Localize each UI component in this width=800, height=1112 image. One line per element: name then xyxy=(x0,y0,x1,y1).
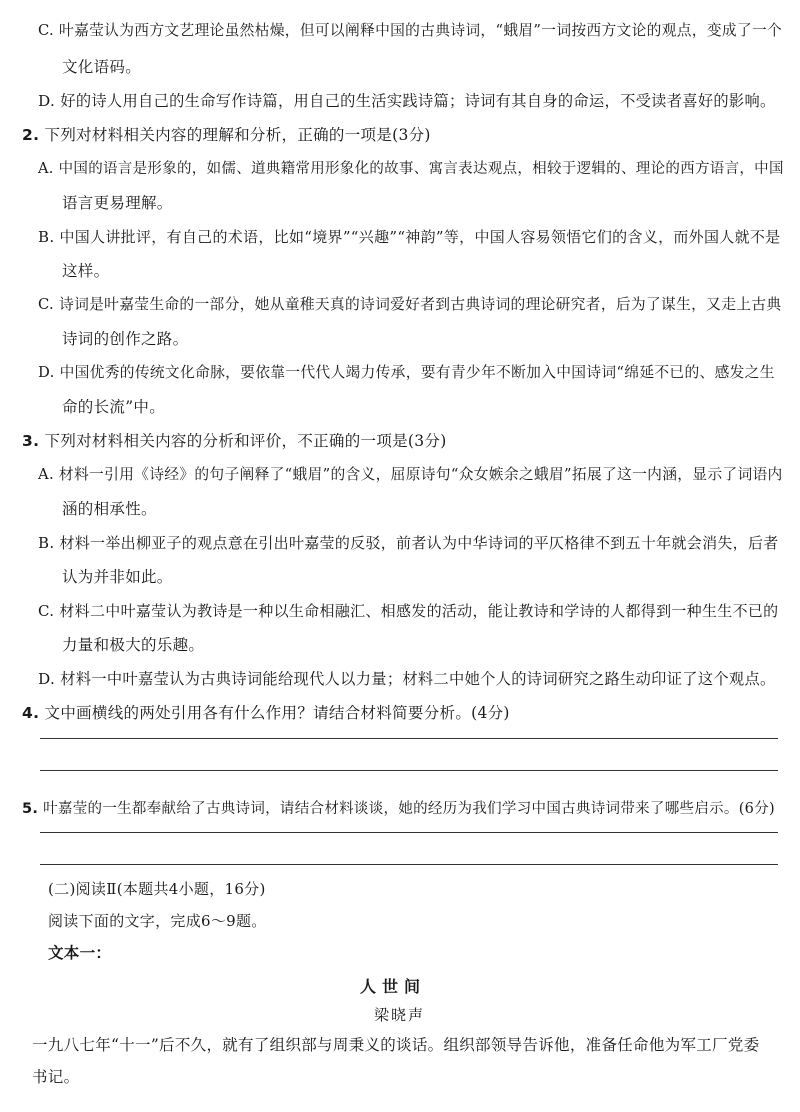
story-author: 梁晓声 xyxy=(374,1006,426,1024)
q2-stem: 下列对材料相关内容的理解和分析，正确的一项是(3分) xyxy=(44,126,431,144)
q3-option-b-line2: 认为并非如此。 xyxy=(62,568,173,586)
q3-option-b-line1: B. 材料一举出柳亚子的观点意在引出叶嘉莹的反驳，前者认为中华诗词的平仄格律不到五十年就会消失，后者 xyxy=(38,534,779,552)
q5-stem: 叶嘉莹的一生都奉献给了古典诗词，请结合材料谈谈，她的经历为我们学习中国古典诗词带来了哪些启示。(6分) xyxy=(43,801,775,817)
q4-answer-line-2[interactable] xyxy=(40,770,778,771)
text-one-label: 文本一： xyxy=(48,944,112,962)
story-paragraph-line2: 书记。 xyxy=(32,1068,80,1086)
q2-option-b-line1: B. 中国人讲批评，有自己的术语，比如“境界”“兴趣”“神韵”等，中国人容易领悟它们的含义，而外国人就不是 xyxy=(38,228,781,246)
q2-option-c-line2: 诗词的创作之路。 xyxy=(62,330,189,348)
q4-stem: 文中画横线的两处引用各有什么作用？请结合材料简要分析。(4分) xyxy=(44,704,510,722)
q3-option-d: D. 材料一中叶嘉莹认为古典诗词能给现代人以力量；材料二中她个人的诗词研究之路生动印证了这个观点。 xyxy=(38,670,776,688)
q5-number: 5. xyxy=(22,801,39,817)
q4-number: 4. xyxy=(22,704,40,722)
q2-option-a-line1: A. 中国的语言是形象的，如儒、道典籍常用形象化的故事、寓言表达观点，相较于逻辑的、理论的西方语言，中国 xyxy=(38,161,784,177)
q2-number: 2. xyxy=(22,126,40,144)
q3-stem-row xyxy=(22,430,447,452)
q3-option-c-line2: 力量和极大的乐趣。 xyxy=(62,636,205,654)
q2-stem-row xyxy=(22,124,431,146)
q3-option-c-line1: C. 材料二中叶嘉莹认为教诗是一种以生命相融汇、相感发的活动，能让教诗和学诗的人都得到一种生生不已的 xyxy=(38,602,779,620)
q3-option-a-line1: A. 材料一引用《诗经》的句子阐释了“蛾眉”的含义，屈原诗句“众女嫉余之蛾眉”拓展了这一内涵，显示了词语内 xyxy=(38,466,783,483)
q1-option-c-line2: 文化语码。 xyxy=(62,58,142,76)
q3-number: 3. xyxy=(22,432,40,450)
q2-option-c-line1: C. 诗词是叶嘉莹生命的一部分，她从童稚天真的诗词爱好者到古典诗词的理论研究者，后为了谋生，又走上古典 xyxy=(38,296,782,313)
q3-option-a-line2: 涵的相承性。 xyxy=(62,500,157,518)
q4-stem-row xyxy=(22,702,510,724)
q1-option-d: D. 好的诗人用自己的生命写作诗篇，用自己的生活实践诗篇；诗词有其自身的命运，不受读者喜好的影响。 xyxy=(38,92,776,110)
story-paragraph-line1: 一九八七年“十一”后不久，就有了组织部与周秉义的谈话。组织部领导告诉他，准备任命他为军工厂党委 xyxy=(32,1036,760,1054)
q1-option-c-line1: C. 叶嘉莹认为西方文艺理论虽然枯燥，但可以阐释中国的古典诗词，“蛾眉”一词按西方文论的观点，变成了一个 xyxy=(38,22,783,39)
q5-answer-line-1[interactable] xyxy=(40,832,778,833)
story-title: 人世间 xyxy=(360,977,427,996)
q4-answer-line-1[interactable] xyxy=(40,738,778,739)
q3-stem: 下列对材料相关内容的分析和评价，不正确的一项是(3分) xyxy=(44,432,447,450)
q5-stem-row xyxy=(22,798,775,820)
q2-option-a-line2: 语言更易理解。 xyxy=(62,194,173,212)
q5-answer-line-2[interactable] xyxy=(40,864,778,865)
q2-option-b-line2: 这样。 xyxy=(62,262,110,280)
q2-option-d-line2: 命的长流”中。 xyxy=(62,398,166,416)
section-heading: (二)阅读Ⅱ(本题共4小题，16分) xyxy=(48,880,266,898)
section-instruction: 阅读下面的文字，完成6～9题。 xyxy=(48,912,267,930)
q2-option-d-line1: D. 中国优秀的传统文化命脉，要依靠一代代人竭力传承，要有青少年不断加入中国诗词“绵延不已的、感发之生 xyxy=(38,364,775,381)
